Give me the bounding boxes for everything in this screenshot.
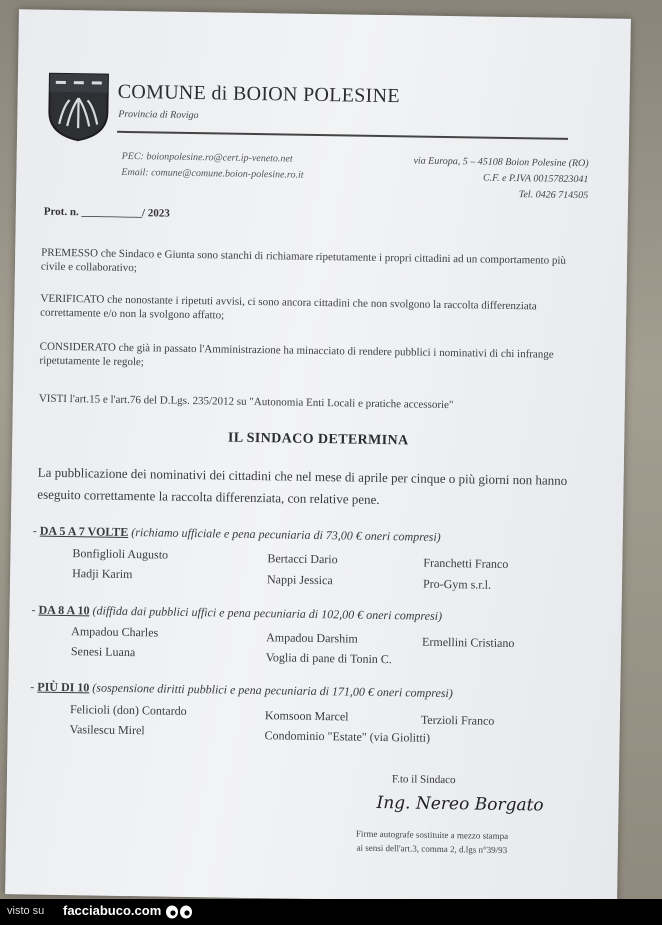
list-item: Pro-Gym s.r.l. [422,576,492,592]
paragraph-visti: VISTI l'art.15 e l'art.76 del D.Lgs. 235/2012 su "Autonomia Enti Locali e pratiche accessorie" [38,392,454,412]
section-label: DA 5 A 7 VOLTE [39,523,129,540]
street-address: via Europa, 5 – 45108 Boion Polesine (RO) [413,155,589,170]
paragraph-considerato: CONSIDERATO che già in passato l'Amministrazione ha minacciato di rendere pubblici i nominativi di chi infrange ripetutamente le regole; [39,340,554,369]
tax-code: C.F. e P.IVA 00157823041 [482,172,589,186]
pec-address: PEC: boionpolesine.ro@cert.ip-veneto.net [121,150,293,165]
signature-note-line: ai sensi dell'art.3, comma 2, d.lgs n°39/93 [356,842,508,856]
contact-block [121,149,304,184]
list-item: Vasilescu Mirel [69,722,145,738]
list-item: Nappi Jessica [266,572,333,588]
list-item: Senesi Luana [70,644,136,660]
list-item: Condominio "Estate" (via Giolitti) [264,728,431,745]
telephone: Tel. 0426 714505 [518,189,589,202]
eyes-icon [165,905,193,919]
comune-name: COMUNE di BOION POLESINE [117,80,401,108]
address-block [413,153,589,204]
list-item: Voglia di pane di Tonin C. [265,650,392,667]
signature-note [322,826,542,857]
list-item: Terzioli Franco [420,712,495,728]
list-item: Ampadou Darshim [266,630,358,646]
provincia: Provincia di Rovigo [118,108,199,122]
paragraph-premesso: PREMESSO che Sindaco e Giunta sono stanchi di richiamare ripetutamente i propri cittadini ad un comportamento più civile e collaborativo; [40,246,567,275]
determination-title: IL SINDACO DETERMINA [227,430,409,449]
watermark-bar [0,899,662,925]
coat-of-arms-icon [47,72,110,143]
list-item: Franchetti Franco [423,555,509,572]
mayor-signature: Ing. Nereo Borgato [376,792,544,816]
signature-caption: F.to il Sindaco [391,773,456,787]
section-prefix: - [32,523,40,538]
list-item: Felicioli (don) Contardo [69,702,187,718]
section-5-7-header [33,524,441,545]
watermark-visto: visto su [7,905,45,917]
section-description: (sospensione diritti pubblici e pena pecuniaria di 171,00 € oneri compresi) [89,680,453,701]
signature-note-line: Firme autografe sostituite a mezzo stampa [355,828,509,842]
section-label: DA 8 A 10 [38,602,90,618]
protocol-number: Prot. n. ___________/ 2023 [43,205,170,220]
section-8-10-header [31,603,442,624]
list-item: Ermellini Cristiano [421,634,515,651]
email-address: Email: comune@comune.boion-polesine.ro.it [121,166,304,181]
list-item: Hadji Karim [72,566,133,582]
list-item: Bonfiglioli Augusto [72,546,169,562]
list-item: Bertacci Dario [267,551,338,567]
section-prefix: - [31,602,39,617]
section-label: PIÙ DI 10 [37,679,90,695]
paragraph-verificato: VERIFICATO che nonostante i ripetuti avvisi, ci sono ancora cittadini che non svolgono la raccolta differenziata correttamente e/o non la svolgono affatto; [40,292,537,322]
determination-body: La pubblicazione dei nominativi dei cittadini che nel mese di aprile per cinque o più giorni non hanno eseguito correttamente la raccolta differenziata, con relative pene. [37,464,568,507]
section-description: (diffida dai pubblici uffici e pena pecuniaria di 102,00 € oneri compresi) [89,603,443,623]
section-prefix: - [30,679,38,694]
section-description: (richiamo ufficiale e pena pecuniaria di 73,00 € oneri compresi) [128,525,441,544]
watermark-site: facciabuco.com [63,903,162,918]
list-item: Ampadou Charles [71,624,159,640]
list-item: Komsoon Marcel [264,708,349,724]
document-page [5,9,631,904]
section-oltre-10-header [30,680,453,702]
header-rule [117,131,568,140]
